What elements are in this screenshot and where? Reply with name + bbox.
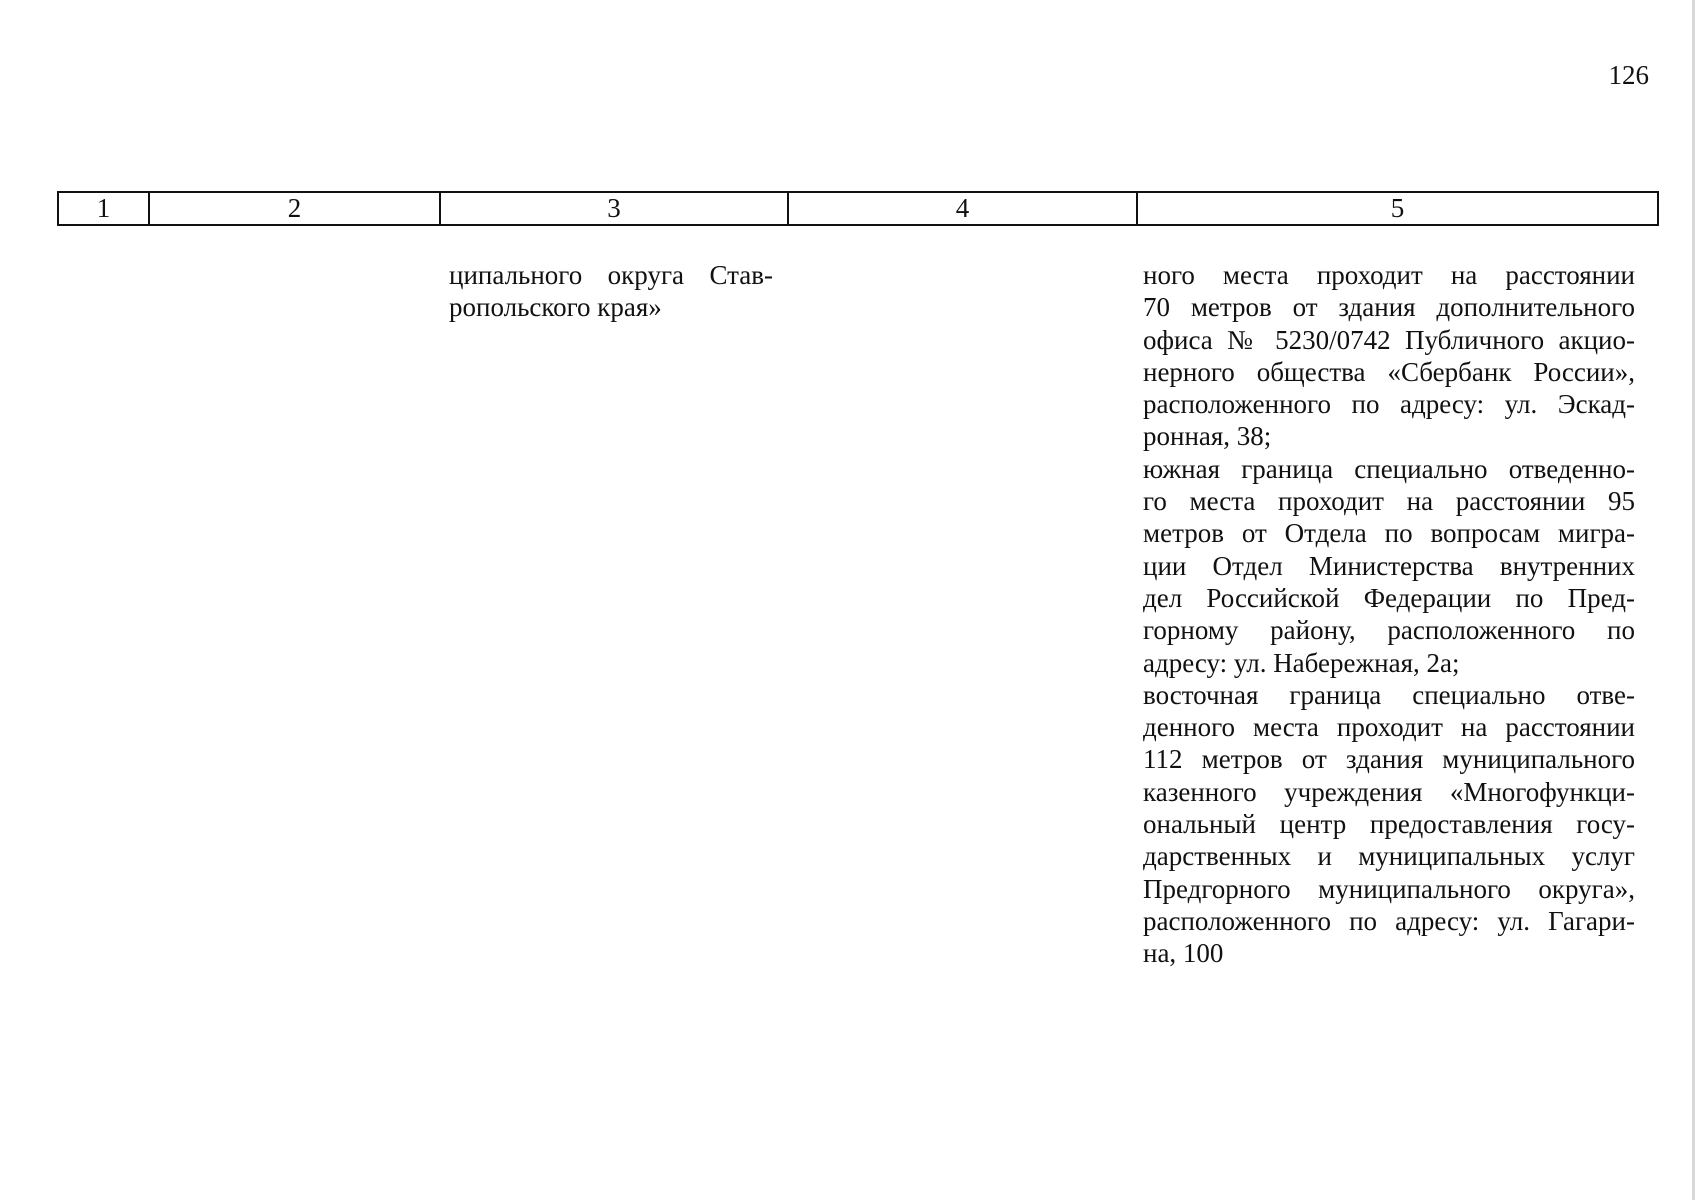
text-line: 70 метров от здания дополнительного	[1143, 292, 1635, 323]
text-line: адресу: ул. Набережная, 2а;	[1143, 647, 1460, 678]
text-line: ональный центр предоставления госу-	[1143, 809, 1635, 840]
text-line: Предгорного муниципального округа»,	[1143, 873, 1635, 904]
text-line: ципального округа Став-	[449, 260, 773, 290]
text-line: восточная граница специально отве-	[1143, 679, 1635, 710]
text-line: южная граница специально отведенно-	[1143, 453, 1635, 484]
text-line: казенного учреждения «Многофункци-	[1143, 776, 1635, 807]
text-line: дел Российской Федерации по Пред-	[1143, 582, 1635, 613]
header-col-1: 1	[58, 192, 149, 225]
text-line: нерного общества «Сбербанк России»,	[1143, 356, 1635, 387]
text-line: 112 метров от здания муниципального	[1143, 744, 1635, 775]
text-line: дарственных и муниципальных услуг	[1143, 841, 1635, 872]
text-line: ронная, 38;	[1143, 421, 1272, 452]
page-number: 126	[1608, 60, 1649, 90]
header-col-4: 4	[788, 192, 1137, 225]
text-line: расположенного по адресу: ул. Эскад-	[1143, 389, 1635, 420]
header-col-5: 5	[1137, 192, 1658, 225]
text-line: горному району, расположенного по	[1143, 615, 1635, 646]
cell-3-text	[449, 259, 773, 324]
text-line: ного места проходит на расстоянии	[1143, 260, 1635, 290]
text-line: ропольского края»	[449, 292, 662, 323]
text-line: денного места проходит на расстоянии	[1143, 712, 1635, 743]
text-line: метров от Отдела по вопросам мигра-	[1143, 518, 1635, 549]
paragraph-south-boundary	[1143, 453, 1635, 679]
text-line: ции Отдел Министерства внутренних	[1143, 550, 1635, 581]
text-line: на, 100	[1143, 938, 1224, 969]
cell-5-text	[1143, 259, 1635, 970]
text-line: офиса № 5230/0742 Публичного акцио-	[1143, 324, 1635, 355]
column-number-header	[57, 191, 1659, 226]
text-line: го места проходит на расстоянии 95	[1143, 486, 1635, 517]
text-line: расположенного по адресу: ул. Гагари-	[1143, 905, 1635, 936]
header-row	[58, 192, 1658, 225]
header-col-2: 2	[149, 192, 440, 225]
paragraph-east-boundary	[1143, 679, 1635, 970]
paragraph-north-boundary	[1143, 259, 1635, 453]
header-col-3: 3	[440, 192, 788, 225]
